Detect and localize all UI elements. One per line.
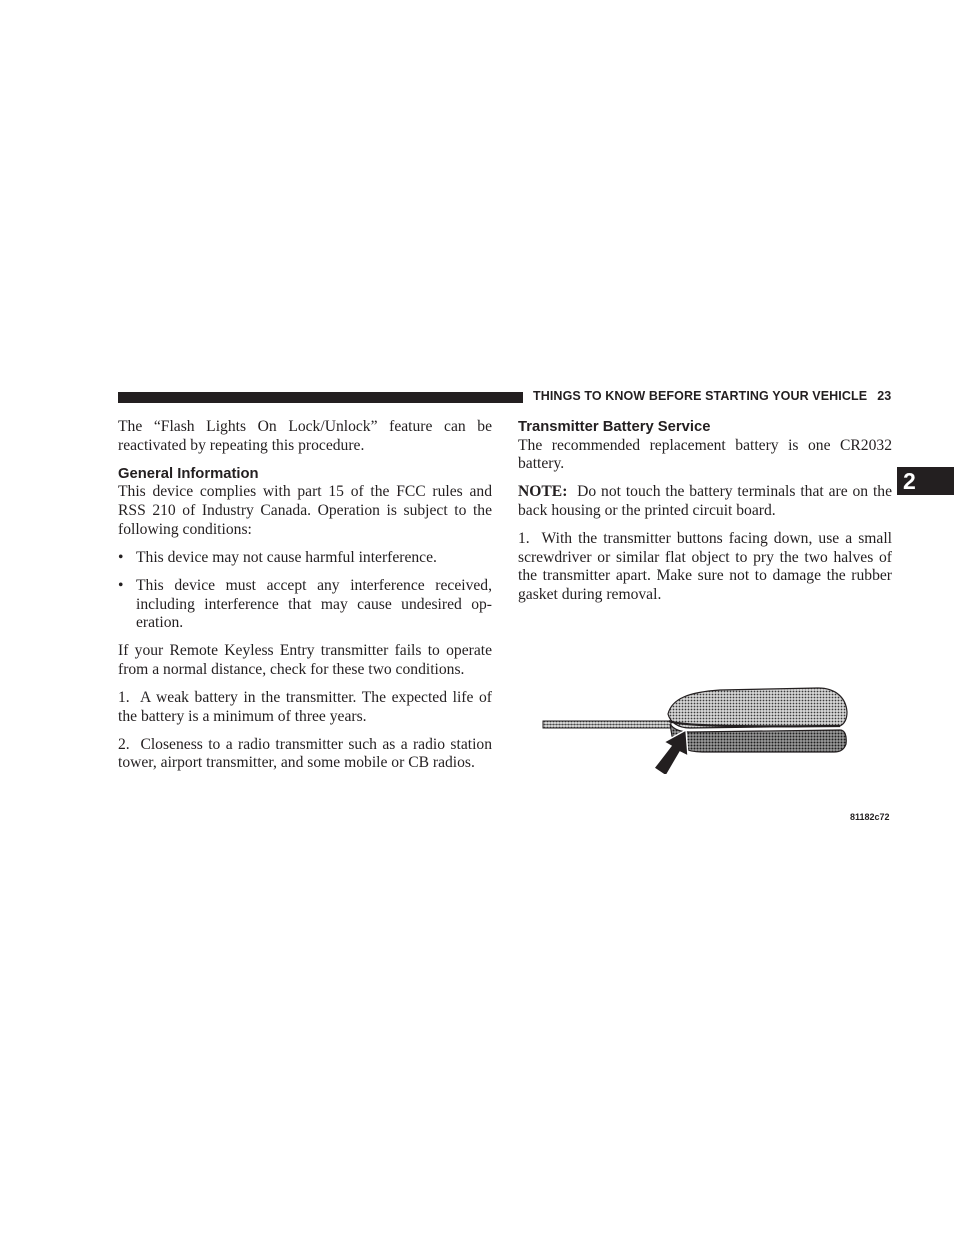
general-info-paragraph: This device complies with part 15 of the FCC rules and RSS 210 of Industry Canada. Operation is subject to the following conditions:: [118, 483, 492, 538]
list-item-text: This device may not cause harmful interference.: [136, 548, 437, 566]
right-column: [518, 418, 892, 614]
transmitter-illustration: [540, 684, 852, 774]
left-column: [118, 418, 492, 783]
condition-1-paragraph: 1. A weak battery in the transmitter. The expected life of the battery is a minimum of three years.: [118, 689, 492, 725]
key-blade: [543, 721, 671, 728]
check-paragraph: If your Remote Keyless Entry transmitter fails to operate from a normal distance, check for these two conditions.: [118, 642, 492, 678]
conditions-list: [118, 549, 492, 633]
bullet-icon: •: [118, 548, 124, 566]
note-text: Do not touch the battery terminals that are on the back housing or the printed circuit board.: [518, 483, 892, 519]
page-number: 23: [877, 389, 892, 403]
list-item-text: This device must accept any interference received, including interference that may cause undesired operation.: [136, 576, 492, 632]
bullet-icon: •: [118, 576, 124, 594]
running-header: [533, 389, 891, 403]
condition-2-paragraph: 2. Closeness to a radio transmitter such as a radio station tower, airport transmitter, and some mobile or CB radios.: [118, 735, 492, 772]
note-label: NOTE:: [518, 483, 568, 501]
list-item: [118, 577, 492, 633]
figure-code: 81182c72: [850, 812, 890, 822]
general-info-heading: General Information: [118, 465, 259, 482]
chapter-number: 2: [903, 468, 916, 494]
list-item: [118, 549, 492, 568]
intro-paragraph: The “Flash Lights On Lock/Unlock” feature can be reactivated by repeating this procedure.: [118, 418, 492, 454]
battery-service-heading: Transmitter Battery Service: [518, 419, 711, 435]
header-rule: [118, 392, 523, 403]
note-paragraph: [518, 483, 892, 520]
pry-arrow-icon: [654, 730, 688, 774]
section-title: THINGS TO KNOW BEFORE STARTING YOUR VEHICLE: [533, 389, 868, 403]
battery-paragraph: The recommended replacement battery is one CR2032 battery.: [518, 436, 892, 473]
transmitter-body: [668, 688, 847, 752]
step-1-paragraph: 1. With the transmitter buttons facing down, use a small screwdriver or similar flat object to pry the two halves of the transmitter apart. Make sure not to damage the rubber gasket during removal.: [518, 530, 892, 603]
chapter-tab: [897, 467, 954, 495]
